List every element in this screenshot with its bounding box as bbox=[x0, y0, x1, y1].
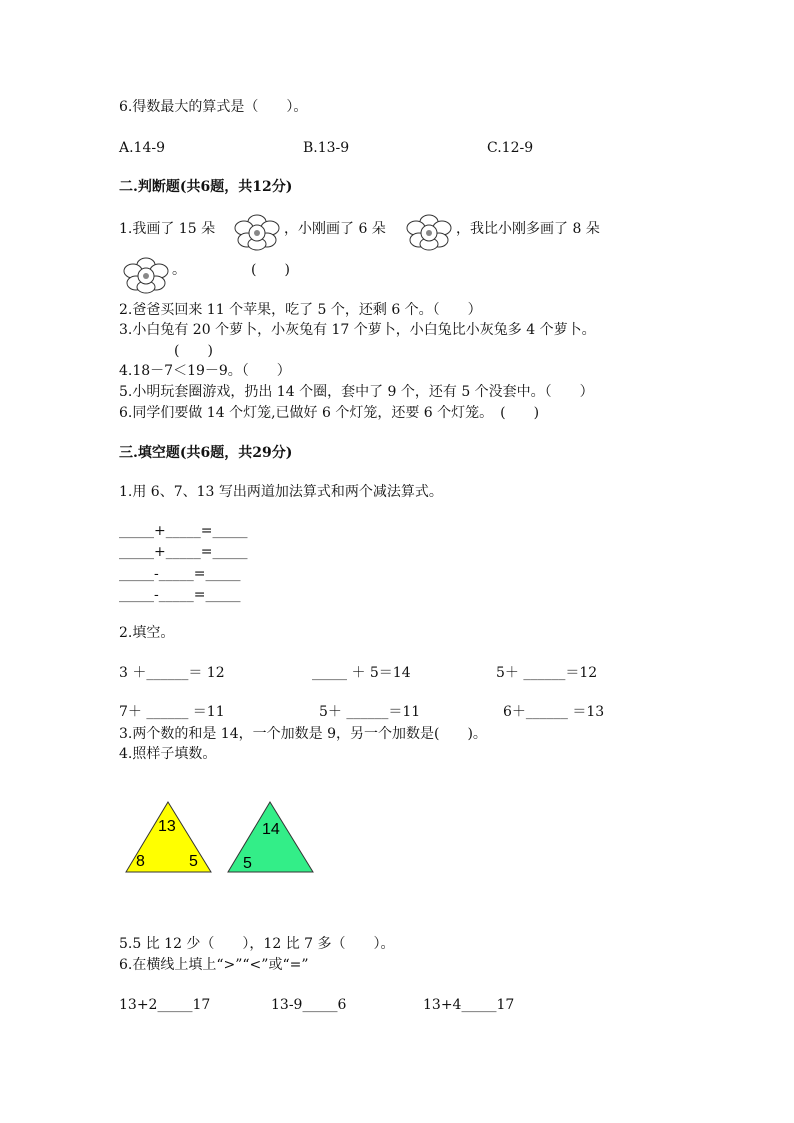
fill-2-row1-c: 5＋ ______＝12 bbox=[496, 665, 598, 681]
section-2-heading: 二.判断题(共6题，共12分) bbox=[119, 179, 293, 195]
option-b: B.13-9 bbox=[303, 140, 350, 156]
judge-1-part-b: ，小刚画了 6 朵 bbox=[284, 221, 386, 237]
triangle-example-top: 13 bbox=[158, 818, 176, 835]
triangle-exercise-left: 5 bbox=[243, 855, 252, 872]
flower-icon bbox=[404, 213, 454, 253]
fill-6-stem: 6.在横线上填上“>”“<”或“=” bbox=[119, 957, 309, 973]
triangle-example bbox=[124, 800, 214, 876]
fill-1-row-3: _____-_____=_____ bbox=[119, 566, 241, 582]
fill-1-stem: 1.用 6、7、13 写出两道加法算式和两个减法算式。 bbox=[119, 484, 443, 500]
triangle-exercise bbox=[226, 800, 316, 876]
fill-2-stem: 2.填空。 bbox=[119, 625, 175, 641]
fill-1-row-4: _____-_____=_____ bbox=[119, 587, 241, 603]
judge-3: 3.小白兔有 20 个萝卜，小灰兔有 17 个萝卜，小白兔比小灰兔多 4 个萝卜。 bbox=[119, 322, 596, 338]
fill-6-item-1: 13+2_____17 bbox=[119, 997, 211, 1013]
triangle-example-left: 8 bbox=[136, 853, 145, 870]
judge-5: 5.小明玩套圈游戏，扔出 14 个圈，套中了 9 个，还有 5 个没套中。（ ） bbox=[119, 384, 594, 400]
question-6-stem: 6.得数最大的算式是（ ）。 bbox=[119, 99, 308, 115]
fill-1-row-2: _____+_____=_____ bbox=[119, 544, 248, 560]
option-c: C.12-9 bbox=[487, 140, 534, 156]
fill-2-row2-b: 5＋ ______＝11 bbox=[319, 704, 421, 720]
judge-1-part-c: ，我比小刚多画了 8 朵 bbox=[456, 221, 600, 237]
fill-2-row1-a: 3 ＋______＝ 12 bbox=[119, 665, 225, 681]
option-a: A.14-9 bbox=[119, 140, 166, 156]
judge-1-part-a: 1.我画了 15 朵 bbox=[119, 221, 216, 237]
triangle-exercise-top: 14 bbox=[262, 821, 280, 838]
triangle-example-right: 5 bbox=[189, 853, 198, 870]
judge-1-end: 。 bbox=[172, 262, 186, 278]
flower-icon bbox=[121, 256, 171, 296]
fill-4-stem: 4.照样子填数。 bbox=[119, 746, 217, 762]
fill-6-item-3: 13+4_____17 bbox=[423, 997, 515, 1013]
flower-icon bbox=[232, 213, 282, 253]
fill-3: 3.两个数的和是 14，一个加数是 9，另一个加数是( )。 bbox=[119, 726, 487, 742]
judge-4: 4.18－7＜19－9。（ ） bbox=[119, 363, 291, 379]
fill-2-row2-a: 7＋ ______ ＝11 bbox=[119, 704, 225, 720]
judge-2: 2.爸爸买回来 11 个苹果，吃了 5 个，还剩 6 个。（ ） bbox=[119, 302, 482, 318]
judge-6: 6.同学们要做 14 个灯笼,已做好 6 个灯笼，还要 6 个灯笼。 ( ) bbox=[119, 405, 540, 421]
judge-1-answer-paren: ( ) bbox=[251, 262, 290, 278]
fill-6-item-2: 13-9_____6 bbox=[271, 997, 347, 1013]
fill-1-row-1: _____+_____=_____ bbox=[119, 523, 248, 539]
fill-2-row1-b: _____ ＋ 5＝14 bbox=[312, 665, 411, 681]
fill-5: 5.5 比 12 少（ ），12 比 7 多（ ）。 bbox=[119, 936, 395, 952]
section-3-heading: 三.填空题(共6题，共29分) bbox=[119, 445, 293, 461]
judge-3-answer-paren: ( ) bbox=[174, 343, 213, 359]
fill-2-row2-c: 6＋______ ＝13 bbox=[503, 704, 605, 720]
